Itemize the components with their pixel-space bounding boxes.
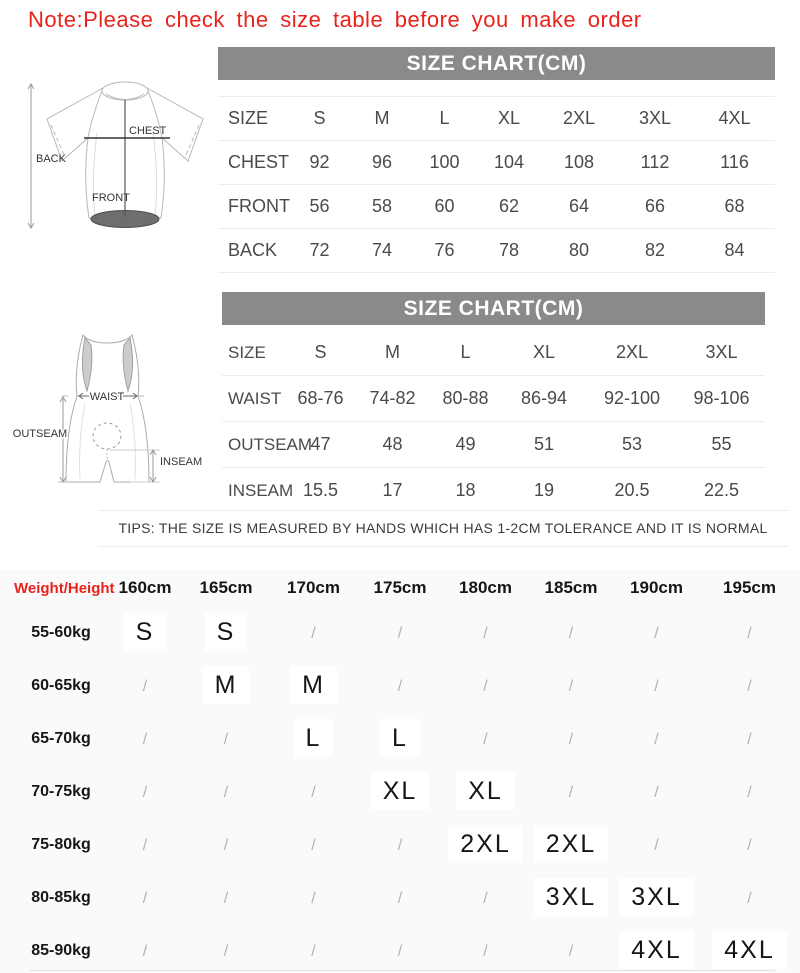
measure-value: 92 (309, 152, 330, 172)
matrix-header-row (0, 570, 800, 606)
measure-label: FRONT (228, 196, 290, 216)
divider (30, 970, 775, 971)
fit-cell: / (483, 943, 488, 960)
measure-value: 60 (434, 196, 455, 216)
size-col-header: S (313, 108, 326, 128)
fit-cell: / (483, 890, 488, 907)
fit-cell: / (311, 784, 316, 801)
measure-value: 78 (498, 240, 520, 260)
jersey-diagram-icon (0, 78, 215, 243)
measure-label: CHEST (228, 152, 290, 172)
size-col-header: M (385, 342, 400, 362)
order-note: Note:Please check the size table before you make order (28, 7, 642, 32)
measure-value: 51 (533, 434, 555, 454)
size-col-header: M (374, 108, 390, 128)
fit-cell: 3XL (534, 878, 608, 916)
table-row (218, 228, 775, 273)
table-header-row (222, 330, 765, 375)
fit-cell: / (311, 625, 316, 642)
measure-value: 80-88 (442, 388, 489, 408)
weight-height-corner-label: Weight/Height (14, 579, 115, 597)
shorts-size-table (222, 292, 765, 513)
fit-cell: 2XL (534, 825, 608, 863)
measure-value: 92-100 (603, 388, 661, 408)
measure-value: 62 (498, 196, 520, 216)
fit-cell: / (568, 731, 574, 748)
matrix-row (0, 606, 800, 659)
measure-value: 98-106 (693, 388, 750, 408)
fit-cell: / (747, 784, 752, 801)
weight-row-label: 80-85kg (31, 888, 91, 906)
fit-cell: / (654, 837, 659, 854)
fit-cell: 3XL (619, 878, 693, 916)
weight-row-label: 60-65kg (31, 676, 91, 694)
weight-row-label: 55-60kg (31, 623, 91, 641)
measure-value: 19 (533, 480, 555, 500)
measure-value: 104 (493, 152, 525, 172)
fit-cell: / (223, 890, 229, 907)
shorts-waist-label: WAIST (89, 391, 125, 403)
measure-value: 64 (568, 196, 590, 216)
size-col-header: 3XL (705, 342, 738, 362)
fit-cell: / (223, 731, 229, 748)
fit-cell: / (747, 625, 752, 642)
size-col-header: 2XL (562, 108, 596, 128)
fit-cell: / (568, 943, 574, 960)
measure-value: 18 (455, 480, 476, 500)
measure-value: 47 (310, 434, 331, 454)
measure-value: 80 (568, 240, 590, 260)
fit-cell: / (483, 625, 488, 642)
fit-cell: / (747, 837, 752, 854)
bib-shorts-diagram-icon (0, 293, 215, 508)
weight-row-label: 65-70kg (31, 729, 91, 747)
measure-value: 17 (382, 480, 403, 500)
fit-cell: / (142, 837, 148, 854)
fit-cell: 4XL (712, 931, 786, 969)
measure-value: 49 (455, 434, 476, 454)
fit-cell: / (311, 837, 316, 854)
size-col-header: SIZE (228, 342, 266, 362)
fit-cell: / (654, 625, 659, 642)
fit-cell: / (397, 678, 403, 695)
size-col-header: SIZE (228, 108, 269, 128)
size-col-header: S (314, 342, 327, 362)
fit-cell: / (397, 837, 403, 854)
matrix-row (0, 712, 800, 765)
measure-value: 76 (434, 240, 455, 260)
fit-cell: M (203, 666, 250, 704)
weight-row-label: 85-90kg (31, 941, 91, 959)
fit-cell: / (747, 890, 752, 907)
fit-cell: / (223, 943, 229, 960)
measure-value: 74-82 (369, 388, 416, 408)
measure-value: 56 (309, 196, 330, 216)
size-col-header: L (439, 108, 450, 128)
measure-value: 53 (621, 434, 643, 454)
fit-cell: XL (456, 772, 515, 810)
measure-value: 74 (371, 240, 393, 260)
height-col-header: 180cm (459, 578, 512, 597)
measure-label: OUTSEAM (228, 434, 313, 454)
fit-cell: / (223, 837, 229, 854)
shorts-inseam-label: INSEAM (160, 456, 203, 468)
jersey-size-table (218, 47, 775, 273)
weight-row-label: 75-80kg (31, 835, 91, 853)
size-col-header: L (460, 342, 471, 362)
height-col-header: 190cm (630, 578, 683, 597)
fit-cell: / (747, 731, 752, 748)
measure-value: 58 (371, 196, 393, 216)
height-col-header: 185cm (544, 578, 598, 597)
fit-cell: S (205, 613, 248, 651)
fit-cell: / (483, 731, 488, 748)
measure-value: 108 (563, 152, 595, 172)
table-row (218, 184, 775, 228)
measure-value: 72 (309, 240, 330, 260)
measure-value: 15.5 (302, 480, 339, 500)
measure-value: 96 (371, 152, 393, 172)
measure-value: 82 (644, 240, 666, 260)
height-col-header: 165cm (199, 578, 253, 597)
fit-cell: M (290, 666, 337, 704)
height-col-header: 160cm (118, 578, 172, 597)
measure-value: 100 (429, 152, 460, 172)
height-col-header: 170cm (287, 578, 340, 597)
fit-cell: / (397, 943, 403, 960)
size-col-header: XL (532, 342, 556, 362)
weight-height-fit-matrix (0, 570, 800, 973)
fit-cell: S (124, 613, 167, 651)
table-row (218, 140, 775, 184)
weight-row-label: 70-75kg (31, 782, 91, 800)
jersey-front-label: FRONT (92, 192, 130, 204)
measure-value: 66 (644, 196, 666, 216)
table-row (222, 467, 765, 513)
fit-cell: L (294, 719, 334, 757)
measure-label: BACK (228, 240, 278, 260)
matrix-row (0, 871, 800, 924)
measure-value: 68 (724, 196, 745, 216)
fit-cell: / (568, 678, 574, 695)
matrix-row (0, 659, 800, 712)
jersey-table-title: SIZE CHART(CM) (218, 47, 775, 80)
matrix-row (0, 818, 800, 871)
fit-cell: / (397, 890, 403, 907)
table-header-row (218, 96, 775, 140)
fit-cell: / (568, 625, 574, 642)
fit-cell: / (142, 890, 148, 907)
fit-cell: / (654, 678, 659, 695)
fit-cell: XL (371, 772, 430, 810)
measure-label: WAIST (228, 388, 282, 408)
shorts-table-title: SIZE CHART(CM) (222, 292, 765, 325)
size-col-header: 4XL (718, 108, 751, 128)
measure-value: 48 (382, 434, 403, 454)
fit-cell: / (311, 890, 316, 907)
jersey-back-label: BACK (36, 153, 66, 165)
fit-cell: / (142, 784, 148, 801)
height-col-header: 195cm (723, 578, 776, 597)
fit-cell: L (380, 719, 420, 757)
fit-cell: / (747, 678, 752, 695)
measure-value: 84 (724, 240, 745, 260)
jersey-collar (102, 82, 148, 100)
fit-cell: / (397, 625, 403, 642)
matrix-row (0, 924, 800, 973)
measure-value: 22.5 (703, 480, 740, 500)
jersey-chest-label: CHEST (129, 125, 167, 137)
fit-cell: / (142, 678, 148, 695)
fit-cell: / (654, 731, 659, 748)
size-col-header: XL (497, 108, 521, 128)
fit-cell: / (311, 943, 316, 960)
measure-value: 20.5 (614, 480, 650, 500)
shorts-outseam-label: OUTSEAM (12, 428, 68, 440)
measure-value: 68-76 (297, 388, 344, 408)
measure-label: INSEAM (228, 480, 294, 500)
fit-cell: / (654, 784, 659, 801)
fit-cell: / (568, 784, 574, 801)
fit-cell: / (142, 943, 148, 960)
measure-value: 116 (720, 152, 749, 172)
table-row (222, 421, 765, 467)
measure-value: 86-94 (520, 388, 568, 408)
size-col-header: 3XL (638, 108, 672, 128)
fit-cell: 2XL (448, 825, 522, 863)
table-row (222, 375, 765, 421)
fit-cell: / (483, 678, 488, 695)
height-col-header: 175cm (373, 578, 427, 597)
fit-cell: / (223, 784, 229, 801)
tolerance-tip: TIPS: THE SIZE IS MEASURED BY HANDS WHICH HAS 1-2CM TOLERANCE AND IT IS NORMAL (98, 510, 788, 547)
size-col-header: 2XL (615, 342, 649, 362)
matrix-row (0, 765, 800, 818)
fit-cell: 4XL (619, 931, 693, 969)
measure-value: 112 (640, 152, 670, 172)
measure-value: 55 (711, 434, 732, 454)
fit-cell: / (142, 731, 148, 748)
